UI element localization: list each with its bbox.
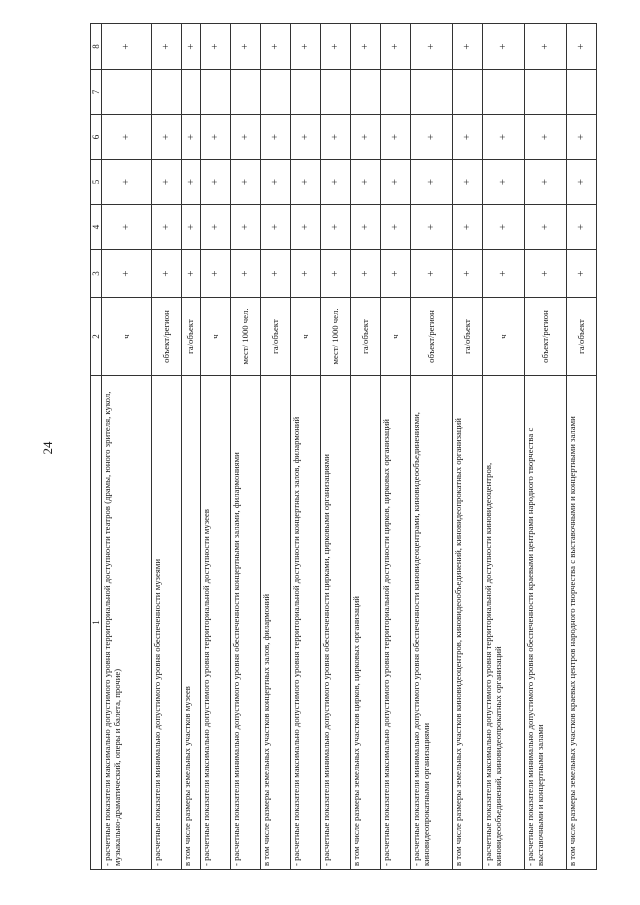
applicability-mark-col-8: +	[567, 24, 597, 70]
unit-of-measure: объект/регион	[525, 298, 567, 376]
applicability-mark-col-5: +	[567, 160, 597, 205]
column-header-5: 5	[91, 160, 102, 205]
applicability-mark-col-6: +	[102, 115, 152, 160]
applicability-mark-col-7	[567, 70, 597, 115]
applicability-mark-col-7	[291, 70, 321, 115]
unit-of-measure: ч	[102, 298, 152, 376]
applicability-mark-col-6: +	[381, 115, 411, 160]
applicability-mark-col-4: +	[321, 205, 351, 250]
applicability-mark-col-3: +	[231, 250, 261, 298]
applicability-mark-col-3: +	[201, 250, 231, 298]
unit-of-measure: га/объект	[567, 298, 597, 376]
applicability-mark-col-3: +	[453, 250, 483, 298]
applicability-mark-col-8: +	[261, 24, 291, 70]
indicator-description: - расчетные показатели максимально допустимого уровня территориальной доступности театров (драмы, юного зрителя, кукол, музыкально-драматический, оперы и балета, прочие)	[102, 376, 152, 870]
table-row	[525, 24, 567, 870]
applicability-mark-col-6: +	[483, 115, 525, 160]
table-row	[102, 24, 152, 870]
applicability-mark-col-4: +	[261, 205, 291, 250]
column-header-6: 6	[91, 115, 102, 160]
table-row	[411, 24, 453, 870]
applicability-mark-col-7	[231, 70, 261, 115]
unit-of-measure: мест/ 1000 чел.	[231, 298, 261, 376]
unit-of-measure: объект/регион	[152, 298, 182, 376]
applicability-mark-col-5: +	[261, 160, 291, 205]
indicators-table	[90, 23, 597, 870]
applicability-mark-col-7	[381, 70, 411, 115]
applicability-mark-col-5: +	[411, 160, 453, 205]
applicability-mark-col-6: +	[152, 115, 182, 160]
indicator-description: - расчетные показатели максимально допустимого уровня территориальной доступности музеев	[201, 376, 231, 870]
unit-of-measure: ч	[291, 298, 321, 376]
table-row	[152, 24, 182, 870]
applicability-mark-col-4: +	[453, 205, 483, 250]
rotated-table-container	[90, 24, 630, 870]
table-row	[483, 24, 525, 870]
applicability-mark-col-4: +	[231, 205, 261, 250]
applicability-mark-col-8: +	[321, 24, 351, 70]
applicability-mark-col-3: +	[483, 250, 525, 298]
unit-of-measure: га/объект	[351, 298, 381, 376]
table-row	[321, 24, 351, 870]
applicability-mark-col-7	[351, 70, 381, 115]
table-row	[201, 24, 231, 870]
table-row	[351, 24, 381, 870]
unit-of-measure: ч	[483, 298, 525, 376]
indicator-description: в том числе размеры земельных участков концертных залов, филармоний	[261, 376, 291, 870]
unit-of-measure: га/объект	[182, 298, 201, 376]
applicability-mark-col-7	[261, 70, 291, 115]
unit-of-measure: ч	[381, 298, 411, 376]
applicability-mark-col-7	[152, 70, 182, 115]
applicability-mark-col-8: +	[411, 24, 453, 70]
indicator-description: в том числе размеры земельных участков музеев	[182, 376, 201, 870]
unit-of-measure: ч	[201, 298, 231, 376]
table-row	[231, 24, 261, 870]
column-header-3: 3	[91, 250, 102, 298]
applicability-mark-col-4: +	[351, 205, 381, 250]
applicability-mark-col-5: +	[321, 160, 351, 205]
applicability-mark-col-5: +	[231, 160, 261, 205]
applicability-mark-col-3: +	[411, 250, 453, 298]
applicability-mark-col-5: +	[102, 160, 152, 205]
indicator-description: в том числе размеры земельных участков цирков, цирковых организаций	[351, 376, 381, 870]
applicability-mark-col-6: +	[261, 115, 291, 160]
column-header-7: 7	[91, 70, 102, 115]
applicability-mark-col-7	[411, 70, 453, 115]
applicability-mark-col-6: +	[351, 115, 381, 160]
applicability-mark-col-3: +	[525, 250, 567, 298]
table-header-row	[91, 24, 102, 870]
indicator-description: в том числе размеры земельных участков краевых центров народного творчества с выставочными и концертными залами	[567, 376, 597, 870]
applicability-mark-col-5: +	[182, 160, 201, 205]
applicability-mark-col-5: +	[381, 160, 411, 205]
indicator-description: - расчетные показатели минимально допустимого уровня обеспеченности цирками, цирковыми организациями	[321, 376, 351, 870]
applicability-mark-col-5: +	[291, 160, 321, 205]
unit-of-measure: мест/ 1000 чел.	[321, 298, 351, 376]
applicability-mark-col-4: +	[567, 205, 597, 250]
applicability-mark-col-3: +	[567, 250, 597, 298]
applicability-mark-col-4: +	[182, 205, 201, 250]
indicator-description: - расчетные показатели максимально допустимого уровня территориальной доступности киновидеоцентров, киновидеообъединений, киновидеопрокатных организаций	[483, 376, 525, 870]
applicability-mark-col-5: +	[351, 160, 381, 205]
table-row	[567, 24, 597, 870]
applicability-mark-col-8: +	[483, 24, 525, 70]
applicability-mark-col-4: +	[291, 205, 321, 250]
applicability-mark-col-7	[321, 70, 351, 115]
applicability-mark-col-5: +	[453, 160, 483, 205]
column-header-2: 2	[91, 298, 102, 376]
applicability-mark-col-8: +	[453, 24, 483, 70]
column-header-8: 8	[91, 24, 102, 70]
applicability-mark-col-6: +	[525, 115, 567, 160]
table-row	[453, 24, 483, 870]
indicator-description: - расчетные показатели максимально допустимого уровня территориальной доступности цирков, цирковых организаций	[381, 376, 411, 870]
unit-of-measure: га/объект	[261, 298, 291, 376]
applicability-mark-col-3: +	[152, 250, 182, 298]
column-header-1: 1	[91, 376, 102, 870]
applicability-mark-col-6: +	[567, 115, 597, 160]
applicability-mark-col-6: +	[411, 115, 453, 160]
applicability-mark-col-5: +	[525, 160, 567, 205]
applicability-mark-col-7	[525, 70, 567, 115]
applicability-mark-col-8: +	[152, 24, 182, 70]
applicability-mark-col-8: +	[182, 24, 201, 70]
applicability-mark-col-8: +	[201, 24, 231, 70]
applicability-mark-col-7	[201, 70, 231, 115]
applicability-mark-col-7	[102, 70, 152, 115]
applicability-mark-col-6: +	[201, 115, 231, 160]
applicability-mark-col-8: +	[381, 24, 411, 70]
applicability-mark-col-7	[453, 70, 483, 115]
applicability-mark-col-8: +	[231, 24, 261, 70]
applicability-mark-col-4: +	[483, 205, 525, 250]
applicability-mark-col-4: +	[102, 205, 152, 250]
applicability-mark-col-6: +	[231, 115, 261, 160]
applicability-mark-col-5: +	[201, 160, 231, 205]
table-body	[102, 24, 597, 870]
table-row	[182, 24, 201, 870]
applicability-mark-col-6: +	[453, 115, 483, 160]
applicability-mark-col-3: +	[321, 250, 351, 298]
applicability-mark-col-8: +	[291, 24, 321, 70]
applicability-mark-col-6: +	[182, 115, 201, 160]
applicability-mark-col-6: +	[291, 115, 321, 160]
table-row	[291, 24, 321, 870]
table-row	[261, 24, 291, 870]
table-row	[381, 24, 411, 870]
applicability-mark-col-8: +	[525, 24, 567, 70]
applicability-mark-col-3: +	[182, 250, 201, 298]
applicability-mark-col-3: +	[102, 250, 152, 298]
applicability-mark-col-8: +	[351, 24, 381, 70]
indicator-description: - расчетные показатели минимально допустимого уровня обеспеченности киновидеоцентрами, киновидеообъединениями, киновидеопрокатными организациями	[411, 376, 453, 870]
applicability-mark-col-5: +	[152, 160, 182, 205]
applicability-mark-col-4: +	[152, 205, 182, 250]
indicator-description: в том числе размеры земельных участков киновидеоцентров, киновидеообъединений, киновидеопрокатных организаций	[453, 376, 483, 870]
applicability-mark-col-4: +	[381, 205, 411, 250]
applicability-mark-col-8: +	[102, 24, 152, 70]
applicability-mark-col-4: +	[525, 205, 567, 250]
applicability-mark-col-7	[483, 70, 525, 115]
applicability-mark-col-3: +	[351, 250, 381, 298]
column-header-4: 4	[91, 205, 102, 250]
applicability-mark-col-4: +	[411, 205, 453, 250]
indicator-description: - расчетные показатели максимально допустимого уровня территориальной доступности концертных залов, филармоний	[291, 376, 321, 870]
applicability-mark-col-4: +	[201, 205, 231, 250]
applicability-mark-col-3: +	[291, 250, 321, 298]
applicability-mark-col-3: +	[261, 250, 291, 298]
page-number: 24	[40, 441, 55, 455]
indicator-description: - расчетные показатели минимально допустимого уровня обеспеченности краевыми центрами народного творчества с выставочными и концертными залами	[525, 376, 567, 870]
applicability-mark-col-5: +	[483, 160, 525, 205]
indicator-description: - расчетные показатели минимально допустимого уровня обеспеченности музеями	[152, 376, 182, 870]
unit-of-measure: объект/регион	[411, 298, 453, 376]
applicability-mark-col-6: +	[321, 115, 351, 160]
unit-of-measure: га/объект	[453, 298, 483, 376]
applicability-mark-col-3: +	[381, 250, 411, 298]
applicability-mark-col-7	[182, 70, 201, 115]
indicator-description: - расчетные показатели минимально допустимого уровня обеспеченности концертными залами, филармониями	[231, 376, 261, 870]
